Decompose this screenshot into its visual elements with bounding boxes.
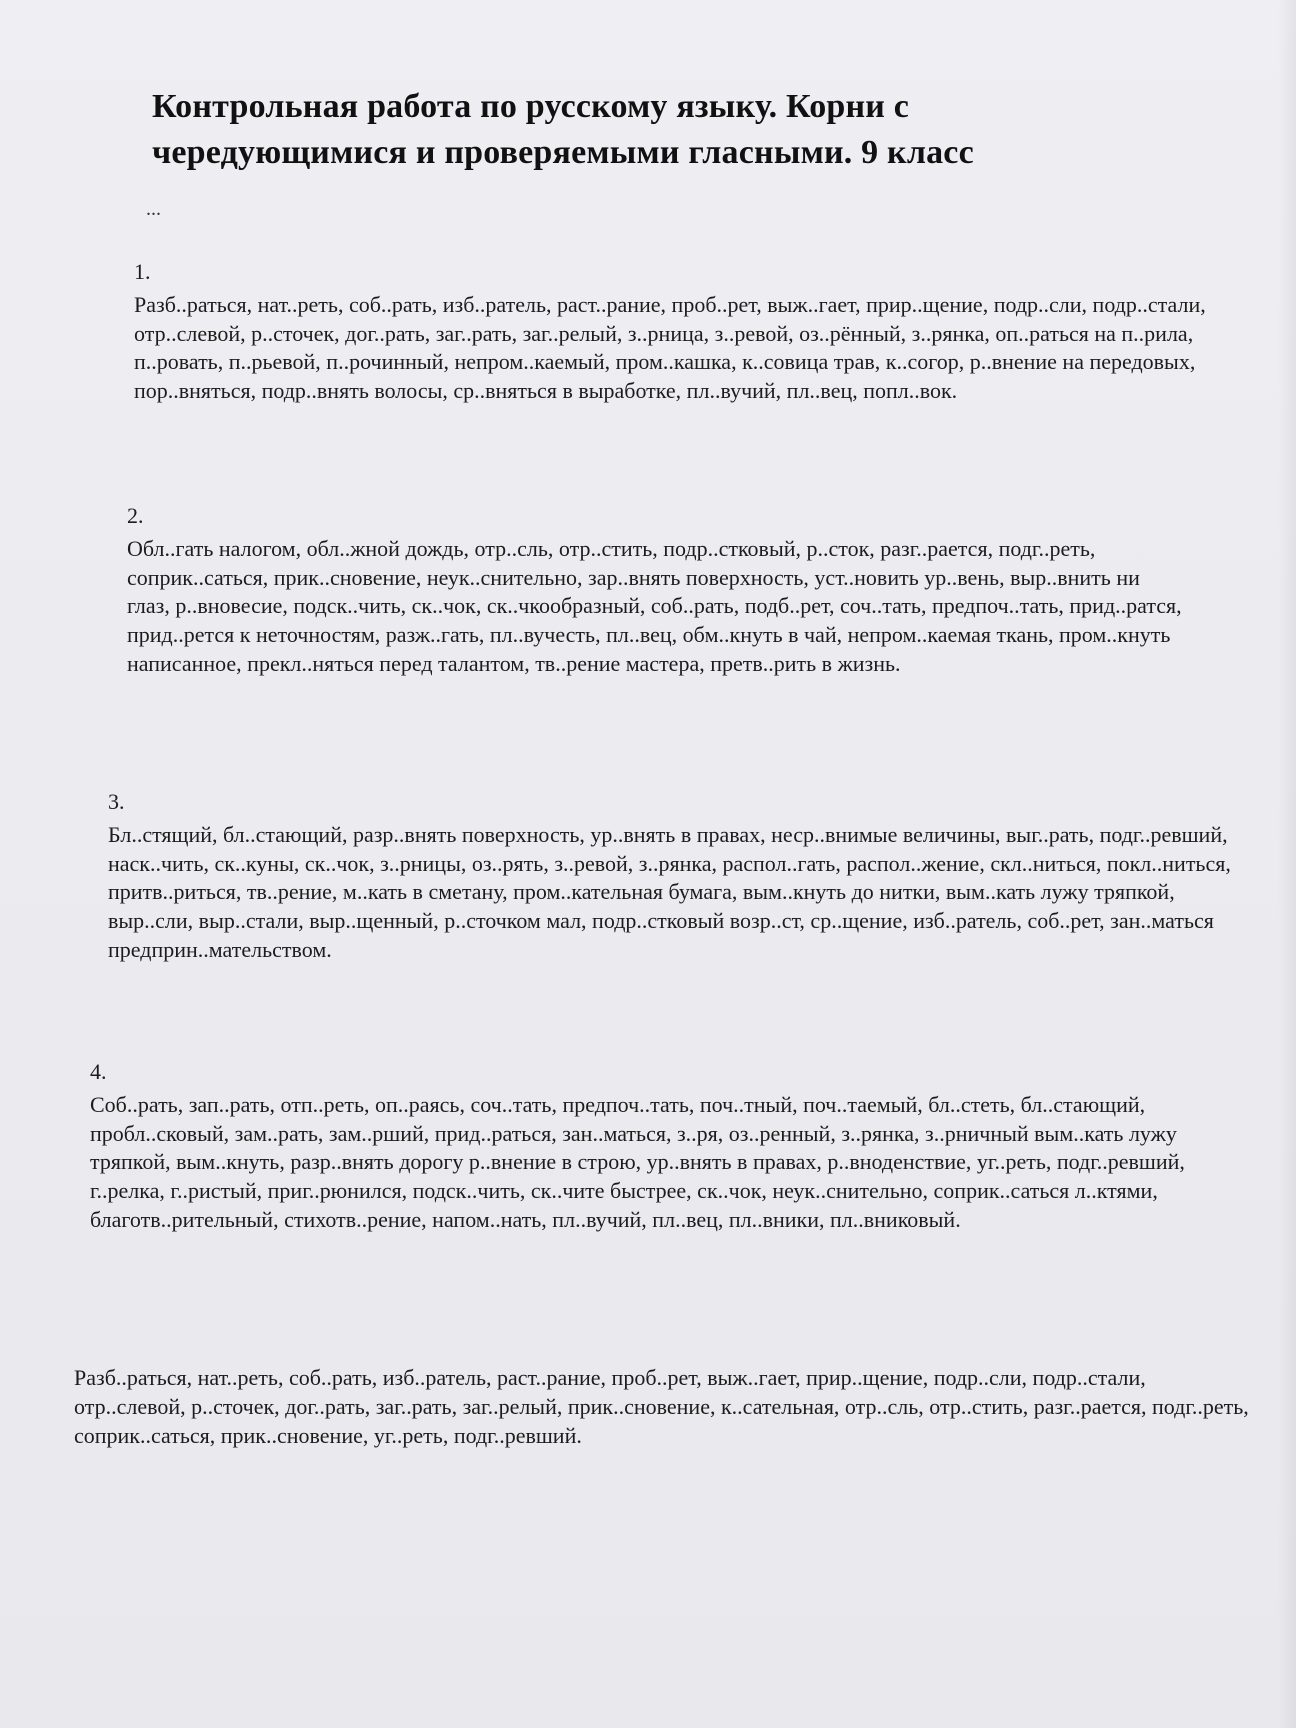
final-paragraph bbox=[74, 1364, 1254, 1450]
exercise-text: Разб..раться, нат..реть, соб..рать, изб..ратель, раст..рание, проб..рет, выж..гает, прир..щение, подр..сли, подр..стали, отр..слевой, р..сточек, дог..рать, заг..рать, заг..релый, з..рница, з..ревой, оз..рённый, з..рянка, оп..раться на п..рила, п..ровать, п..рьевой, п..рочинный, непром..каемый, пром..кашка, к..совица трав, к..согор, р..внение на передовых, пор..вняться, подр..внять волосы, ср..вняться в выработке, пл..вучий, пл..вец, попл..вок. bbox=[134, 291, 1206, 404]
exercise-section-1 bbox=[134, 258, 1214, 406]
exercise-text: Соб..рать, зап..рать, отп..реть, оп..раясь, соч..тать, предпоч..тать, поч..тный, поч..таемый, бл..стеть, бл..стающий, пробл..сковый, зам..рать, зам..рший, прид..раться, зан..маться, з..ря, оз..ренный, з..рянка, з..рничный вым..кать лужу тряпкой, вым..кнуть, разр..внять дорогу р..внение в строю, ур..внять в правах, р..вноденствие, уг..реть, подг..ревший, г..релка, г..ристый, приг..рюнился, подск..чить, ск..чите быстрее, ск..чок, неук..снительно, соприк..саться л..ктями, благотв..рительный, стихотв..рение, напом..нать, пл..вучий, пл..вец, пл..вники, пл..вниковый. bbox=[90, 1091, 1185, 1232]
exercise-number: 2. bbox=[127, 503, 144, 528]
ellipsis-mark: ... bbox=[146, 198, 161, 220]
page-edge-shadow bbox=[1278, 0, 1296, 1728]
exercise-section-2 bbox=[127, 502, 1187, 679]
exercise-number: 4. bbox=[90, 1059, 107, 1084]
final-paragraph-text: Разб..раться, нат..реть, соб..рать, изб..ратель, раст..рание, проб..рет, выж..гает, прир..щение, подр..сли, подр..стали, отр..слевой, р..сточек, дог..рать, заг..рать, заг..релый, прик..сновение, к..сательная, отр..сль, отр..стить, разг..рается, подг..реть, соприк..саться, прик..сновение, уг..реть, подг..ревший. bbox=[74, 1365, 1249, 1448]
document-title: Контрольная работа по русскому языку. Корни с чередующимися и проверяемыми гласными. 9 класс bbox=[152, 88, 974, 171]
exercise-section-3 bbox=[108, 788, 1248, 965]
exercise-section-4 bbox=[90, 1058, 1250, 1235]
exercise-text: Бл..стящий, бл..стающий, разр..внять поверхность, ур..внять в правах, неср..внимые величины, выг..рать, подг..ревший, наск..чить, ск..куны, ск..чок, з..рницы, оз..рять, з..ревой, з..рянка, распол..гать, распол..жение, скл..ниться, покл..ниться, притв..риться, тв..рение, м..кать в сметану, пром..кательная бумага, вым..кнуть до нитки, вым..кать лужу тряпкой, выр..сли, выр..стали, выр..щенный, р..сточком мал, подр..стковый возр..ст, ср..щение, изб..ратель, соб..рет, зан..маться предприн..мательством. bbox=[108, 821, 1231, 962]
exercise-number: 3. bbox=[108, 789, 125, 814]
exercise-number: 1. bbox=[134, 259, 151, 284]
exercise-text: Обл..гать налогом, обл..жной дождь, отр..сль, отр..стить, подр..стковый, р..сток, разг..рается, подг..реть, соприк..саться, прик..сновение, неук..снительно, зар..внять поверхность, уст..новить ур..вень, выр..внить ни глаз, р..вновесие, подск..чить, ск..чок, ск..чкообразный, соб..рать, подб..рет, соч..тать, предпоч..тать, прид..ратся, прид..рется к неточностям, разж..гать, пл..вучесть, пл..вец, обм..кнуть в чай, непром..каемая ткань, пром..кнуть написанное, прекл..няться перед талантом, тв..рение мастера, претв..рить в жизнь. bbox=[127, 535, 1182, 676]
